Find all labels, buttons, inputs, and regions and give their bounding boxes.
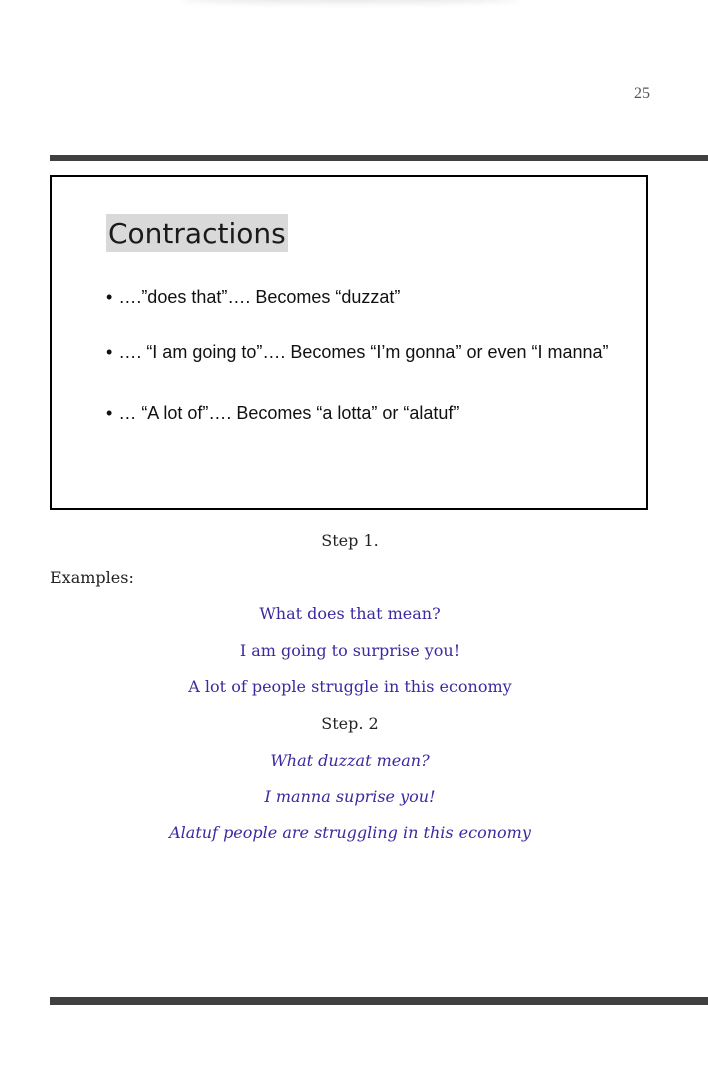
examples-label: Examples: bbox=[50, 568, 134, 587]
step-1-label: Step 1. bbox=[321, 531, 379, 550]
slide-bullet: • ….”does that”…. Becomes “duzzat” bbox=[106, 287, 400, 308]
page-number: 25 bbox=[634, 85, 650, 102]
slide-box bbox=[50, 175, 648, 510]
slide-title: Contractions bbox=[106, 214, 288, 252]
example-sentence: What does that mean? bbox=[259, 604, 441, 623]
slide-bullet: • …. “I am going to”…. Becomes “I’m gonna” or even “I manna” bbox=[106, 342, 609, 363]
top-divider bbox=[50, 155, 708, 161]
reduced-example-sentence: Alatuf people are struggling in this economy bbox=[169, 823, 531, 842]
example-sentence: A lot of people struggle in this economy bbox=[188, 677, 512, 696]
reduced-example-sentence: I manna suprise you! bbox=[264, 787, 436, 806]
example-sentence: I am going to surprise you! bbox=[239, 641, 461, 660]
bottom-divider bbox=[50, 997, 708, 1005]
reduced-example-sentence: What duzzat mean? bbox=[270, 751, 430, 770]
slide-bullet: • … “A lot of”…. Becomes “a lotta” or “alatuf” bbox=[106, 403, 459, 424]
step-2-label: Step. 2 bbox=[321, 714, 379, 733]
